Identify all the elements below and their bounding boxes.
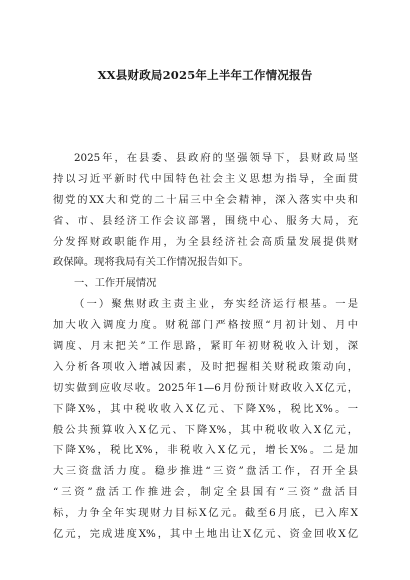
body-text-line: （一）聚焦财政主责主业，夯实经济运行根基。一是 bbox=[74, 298, 358, 311]
body-text-line: 加大收入调度力度。财税部门严格按照“月初计划、月中 bbox=[53, 319, 358, 332]
body-text-line: 亿元，完成进度X%，其中土地出让X亿元、资金回收X亿 bbox=[53, 528, 358, 541]
body-text-line: 般公共预算收入X亿元、下降X%，其中税收收入X亿元， bbox=[53, 423, 358, 436]
body-text-line: 2025年，在县委、县政府的坚强领导下，县财政局坚 bbox=[74, 152, 358, 164]
body-text-line: 入分析各项收入增减因素，及时把握相关财税政策动向， bbox=[53, 360, 358, 373]
document-body bbox=[53, 148, 358, 545]
body-text-line: 切实做到应收尽收。2025年1—6月份预计财政收入X亿元， bbox=[53, 381, 358, 394]
body-text-line: 持以习近平新时代中国特色社会主义思想为指导，全面贯 bbox=[53, 172, 358, 185]
body-text-line: 下降X%，其中税收收入X亿元、下降X%，税比X%。一 bbox=[53, 402, 358, 415]
document-title: XX县财政局2025年上半年工作情况报告 bbox=[97, 68, 313, 82]
body-text-line: 大三资盘活力度。稳步推进“三资”盘活工作，召开全县 bbox=[53, 465, 358, 478]
body-text-line: 一、工作开展情况 bbox=[74, 277, 157, 290]
body-text-line: 分发挥财政职能作用，为全县经济社会高质量发展提供财 bbox=[53, 235, 358, 248]
body-text-line: 彻党的XX大和党的二十届三中全会精神，深入落实中央和 bbox=[53, 193, 358, 206]
body-text-line: 调度、月末把关”工作思路，紧盯年初财税收入计划，深 bbox=[53, 340, 358, 353]
body-text-line: 下降X%，税比X%，非税收入X亿元，增长X%。二是加 bbox=[53, 444, 358, 457]
body-text-line: 标，力争全年实现财力目标X亿元。截至6月底，已入库X bbox=[53, 507, 358, 520]
body-text-line: 政保障。现将我局有关工作情况报告如下。 bbox=[53, 256, 249, 269]
body-text-line: “三资”盘活工作推进会，制定全县国有“三资”盘活目 bbox=[53, 486, 358, 499]
body-text-line: 省、市、县经济工作会议部署，围绕中心、服务大局，充 bbox=[53, 214, 358, 227]
